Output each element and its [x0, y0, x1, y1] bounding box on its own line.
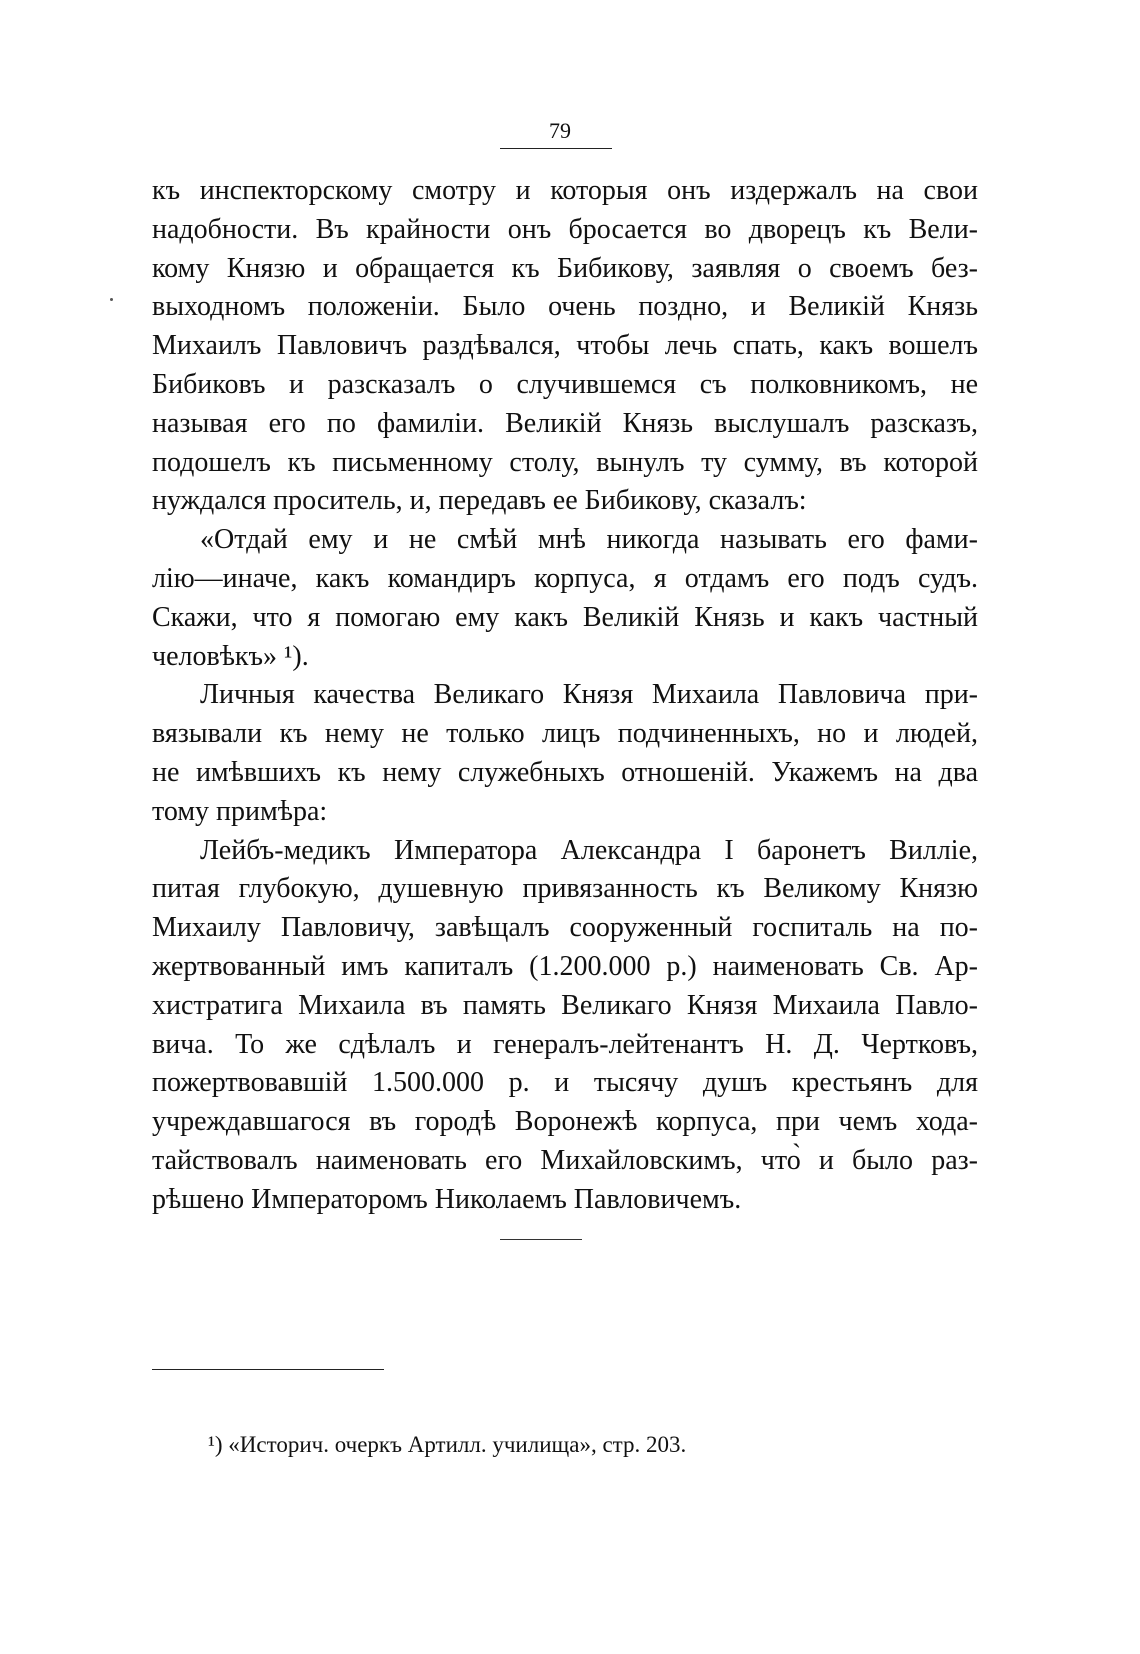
text-line: учреждавшагося въ городѣ Воронежѣ корпуса, при чемъ хода- [152, 1106, 978, 1138]
text-line: называя его по фамиліи. Великій Князь выслушалъ разсказъ, [152, 407, 978, 439]
margin-speck [110, 298, 113, 301]
section-separator [500, 1239, 582, 1240]
main-text [152, 172, 978, 1220]
quote-line: человѣкъ» ¹). [152, 640, 309, 672]
text-line: выходномъ положеніи. Было очень поздно, и Великій Князь [152, 291, 978, 323]
page-number-rule [500, 148, 612, 149]
text-line: нуждался проситель, и, передавъ ее Бибикову, сказалъ: [152, 485, 807, 517]
text-line: тому примѣра: [152, 795, 328, 827]
text-line: Бибиковъ и разсказалъ о случившемся съ полковникомъ, не [152, 368, 978, 400]
text-line: питая глубокую, душевную привязанность къ Великому Князю [152, 873, 978, 905]
text-line: хистратига Михаила въ память Великаго Князя Михаила Павло- [152, 989, 978, 1021]
text-line: къ инспекторскому смотру и которыя онъ издержалъ на свои [152, 175, 978, 206]
text-line: вязывали къ нему не только лицъ подчиненныхъ, но и людей, [152, 718, 978, 750]
text-line: надобности. Въ крайности онъ бросается во дворецъ къ Вели- [152, 213, 978, 245]
text-line: пожертвовавшій 1.500.000 р. и тысячу душъ крестьянъ для [152, 1067, 978, 1099]
text-line: Михаилу Павловичу, завѣщалъ сооруженный госпиталь на по- [152, 912, 978, 944]
text-line: рѣшено Императоромъ Николаемъ Павловичемъ. [152, 1183, 742, 1215]
page-number: 79 [549, 118, 571, 143]
text-line: тайствовалъ наименовать его Михайловскимъ, что̀ и было раз- [152, 1144, 978, 1176]
quote-line: «Отдай ему и не смѣй мнѣ никогда называть его фами- [200, 524, 978, 556]
text-line: подошелъ къ письменному столу, вынулъ ту сумму, въ которой [152, 446, 978, 478]
text-line: Михаилъ Павловичъ раздѣвался, чтобы лечь спать, какъ вошелъ [152, 330, 978, 362]
footnote-rule [152, 1369, 384, 1370]
quote-line: лію—иначе, какъ командиръ корпуса, я отдамъ его подъ судъ. [152, 562, 978, 594]
text-line: не имѣвшихъ къ нему служебныхъ отношеній. Укажемъ на два [152, 756, 978, 788]
text-line: жертвованный имъ капиталъ (1.200.000 р.) наименовать Св. Ар- [152, 950, 978, 982]
text-line: вича. То же сдѣлалъ и генералъ-лейтенантъ Н. Д. Чертковъ, [152, 1028, 978, 1060]
text-line: Лейбъ-медикъ Императора Александра I баронетъ Вилліе, [200, 834, 978, 866]
text-line: Личныя качества Великаго Князя Михаила Павловича при- [200, 679, 978, 711]
footnote: ¹) «Историч. очеркъ Артилл. училища», стр. 203. [208, 1432, 687, 1457]
quote-line: Скажи, что я помогаю ему какъ Великій Князь и какъ частный [152, 601, 978, 633]
text-line: кому Князю и обращается къ Бибикову, заявляя о своемъ без- [152, 252, 978, 284]
